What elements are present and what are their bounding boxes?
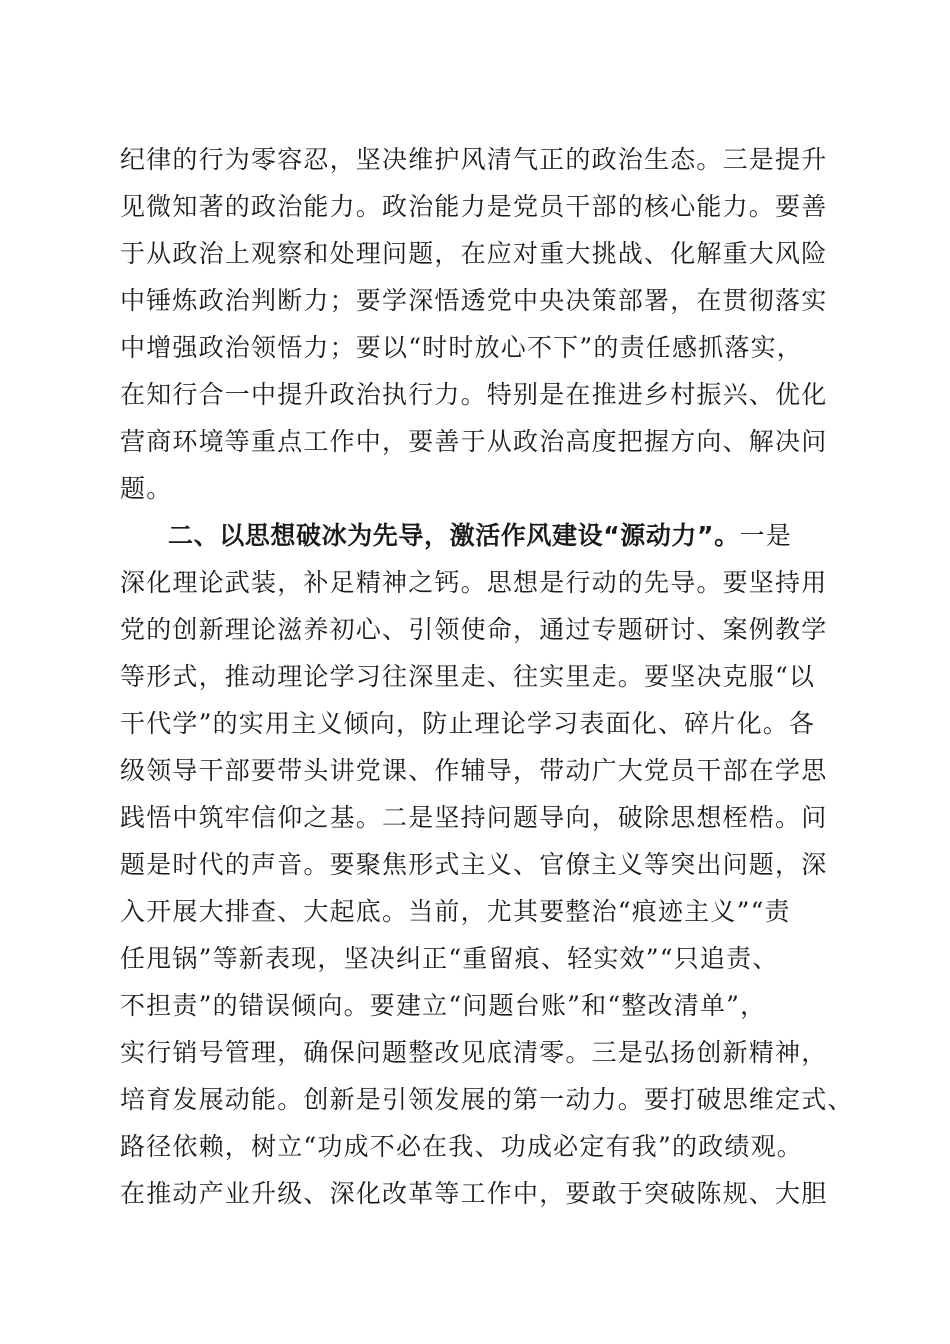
paragraph-line: 实行销号管理，确保问题整改见底清零。三是弘扬创新精神， [120,1038,828,1067]
paragraph-line: 培育发展动能。创新是引领发展的第一动力。要打破思维定式、 [120,1085,854,1114]
paragraph-line: 营商环境等重点工作中，要善于从政治高度把握方向、解决问 [120,427,828,456]
paragraph-line: 入开展大排查、大起底。当前，尤其要整治“痕迹主义”“责 [120,897,791,926]
paragraph-line: 践悟中筑牢信仰之基。二是坚持问题导向，破除思想桎梏。问 [120,803,828,832]
heading-line-rest: 一是 [739,521,793,550]
paragraph-line: 级领导干部要带头讲党课、作辅导，带动广大党员干部在学思 [120,756,828,785]
paragraph-line: 干代学”的实用主义倾向，防止理论学习表面化、碎片化。各 [120,709,816,738]
paragraph-line: 深化理论武装，补足精神之钙。思想是行动的先导。要坚持用 [120,568,828,597]
paragraph-line: 任甩锅”等新表现，坚决纠正“重留痕、轻实效”“只追责、 [120,944,779,973]
section-heading: 二、以思想破冰为先导，激活作风建设“源动力”。 [168,521,740,550]
section-heading-line [120,512,840,559]
paragraph-line: 于从政治上观察和处理问题，在应对重大挑战、化解重大风险 [120,239,828,268]
paragraph-line: 中增强政治领悟力；要以“时时放心不下”的责任感抓落实， [120,333,803,362]
document-body [120,136,854,1217]
paragraph-line: 在推动产业升级、深化改革等工作中，要敢于突破陈规、大胆 [120,1179,828,1208]
paragraph-line: 路径依赖，树立“功成不必在我、功成必定有我”的政绩观。 [120,1132,803,1161]
paragraph-line: 题。 [120,474,173,503]
paragraph-line: 在知行合一中提升政治执行力。特别是在推进乡村振兴、优化 [120,380,828,409]
paragraph-line: 党的创新理论滋养初心、引领使命，通过专题研讨、案例教学 [120,615,828,644]
paragraph-line: 题是时代的声音。要聚焦形式主义、官僚主义等突出问题，深 [120,850,828,879]
paragraph-line: 不担责”的错误倾向。要建立“问题台账”和“整改清单”， [120,991,767,1020]
paragraph-line: 中锤炼政治判断力；要学深悟透党中央决策部署，在贯彻落实 [120,286,828,315]
paragraph-line: 见微知著的政治能力。政治能力是党员干部的核心能力。要善 [120,192,828,221]
paragraph-line: 纪律的行为零容忍，坚决维护风清气正的政治生态。三是提升 [120,145,828,174]
paragraph-line: 等形式，推动理论学习往深里走、往实里走。要坚决克服“以 [120,662,816,691]
